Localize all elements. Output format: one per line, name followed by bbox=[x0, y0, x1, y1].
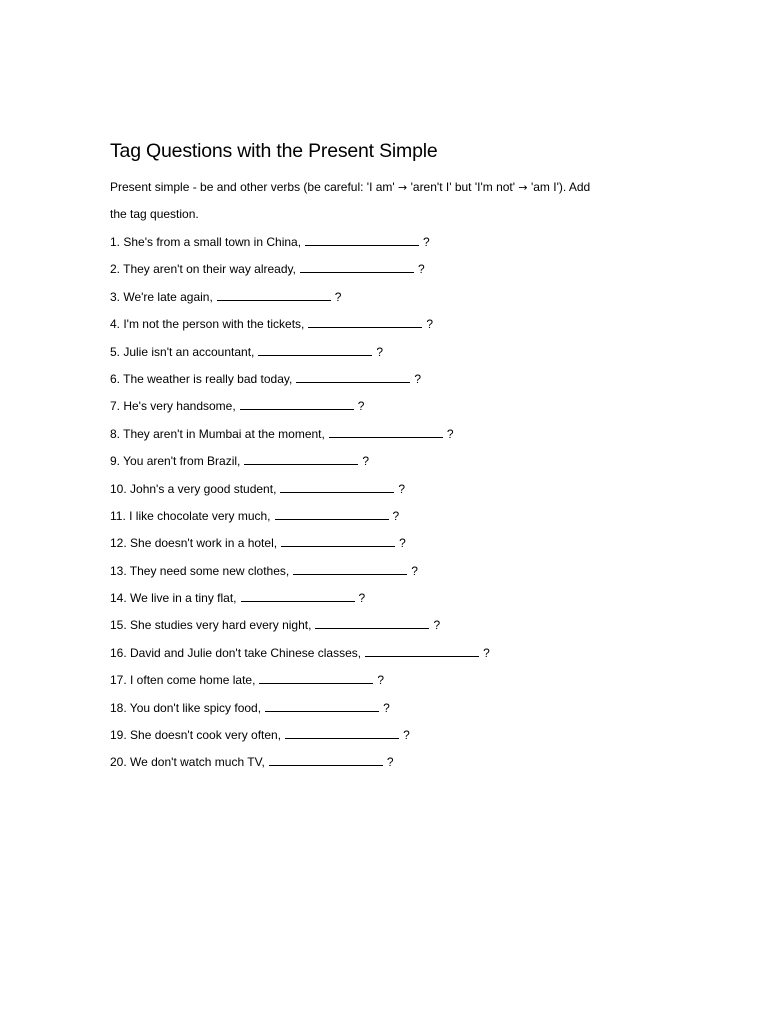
question-item bbox=[110, 672, 490, 699]
instructions-line-1 bbox=[110, 180, 670, 194]
question-mark: ? bbox=[362, 454, 370, 469]
answer-blank[interactable] bbox=[281, 535, 395, 547]
answer-blank[interactable] bbox=[285, 727, 399, 739]
question-item bbox=[110, 754, 490, 781]
answer-blank[interactable] bbox=[265, 700, 379, 712]
question-item bbox=[110, 344, 490, 371]
question-text: 10. John's a very good student, bbox=[110, 481, 277, 496]
question-item bbox=[110, 261, 490, 288]
page-title: Tag Questions with the Present Simple bbox=[110, 140, 438, 162]
answer-blank[interactable] bbox=[241, 590, 355, 602]
question-item bbox=[110, 316, 490, 343]
answer-blank[interactable] bbox=[300, 261, 414, 273]
question-item bbox=[110, 700, 490, 727]
question-mark: ? bbox=[398, 481, 406, 496]
question-mark: ? bbox=[357, 399, 365, 414]
question-text: 17. I often come home late, bbox=[110, 673, 256, 688]
question-text: 18. You don't like spicy food, bbox=[110, 700, 262, 715]
question-mark: ? bbox=[411, 563, 418, 578]
question-item bbox=[110, 481, 490, 508]
question-mark: ? bbox=[446, 426, 454, 441]
question-mark: ? bbox=[423, 235, 430, 249]
question-mark: ? bbox=[376, 344, 384, 359]
question-item bbox=[110, 289, 490, 316]
question-mark: ? bbox=[358, 591, 366, 606]
question-item bbox=[110, 535, 490, 562]
answer-blank[interactable] bbox=[315, 617, 429, 629]
answer-blank[interactable] bbox=[280, 481, 394, 493]
question-mark: ? bbox=[403, 728, 410, 743]
question-mark: ? bbox=[399, 536, 406, 551]
question-text: 20. We don't watch much TV, bbox=[110, 755, 265, 770]
question-item bbox=[110, 426, 490, 453]
answer-blank[interactable] bbox=[305, 234, 419, 246]
question-text: 14. We live in a tiny flat, bbox=[110, 591, 237, 606]
question-mark: ? bbox=[392, 508, 400, 523]
instructions-text-a: Present simple - be and other verbs (be careful: 'I am' bbox=[110, 180, 399, 194]
arrow-icon: → bbox=[398, 181, 408, 194]
question-mark: ? bbox=[433, 618, 441, 633]
question-mark: ? bbox=[386, 755, 394, 770]
question-item bbox=[110, 398, 490, 425]
question-item bbox=[110, 508, 490, 535]
question-text: 9. You aren't from Brazil, bbox=[110, 454, 241, 469]
question-text: 2. They aren't on their way already, bbox=[110, 262, 296, 277]
question-item bbox=[110, 590, 490, 617]
question-item bbox=[110, 371, 490, 398]
answer-blank[interactable] bbox=[293, 563, 407, 575]
question-text: 16. David and Julie don't take Chinese classes, bbox=[110, 645, 362, 660]
question-text: 13. They need some new clothes, bbox=[110, 563, 290, 578]
instructions-text-c: 'am I'). Add bbox=[527, 180, 591, 194]
question-text: 3. We're late again, bbox=[110, 289, 213, 304]
answer-blank[interactable] bbox=[296, 371, 410, 383]
answer-blank[interactable] bbox=[258, 344, 372, 356]
question-mark: ? bbox=[334, 289, 342, 304]
question-item bbox=[110, 727, 490, 754]
instructions-text-b: 'aren't I' but 'I'm not' bbox=[407, 180, 519, 194]
question-item bbox=[110, 234, 490, 261]
answer-blank[interactable] bbox=[244, 453, 358, 465]
question-item bbox=[110, 617, 490, 644]
question-text: 7. He's very handsome, bbox=[110, 399, 236, 414]
instructions-line-2: the tag question. bbox=[110, 207, 199, 221]
question-text: 4. I'm not the person with the tickets, bbox=[110, 317, 305, 332]
answer-blank[interactable] bbox=[365, 645, 479, 657]
question-text: 15. She studies very hard every night, bbox=[110, 618, 312, 633]
question-item bbox=[110, 453, 490, 480]
question-list bbox=[110, 234, 490, 782]
question-text: 6. The weather is really bad today, bbox=[110, 371, 293, 386]
question-item bbox=[110, 563, 490, 590]
answer-blank[interactable] bbox=[275, 508, 389, 520]
question-mark: ? bbox=[483, 645, 490, 660]
question-mark: ? bbox=[426, 317, 434, 332]
question-item bbox=[110, 645, 490, 672]
question-mark: ? bbox=[377, 673, 385, 688]
question-text: 12. She doesn't work in a hotel, bbox=[110, 536, 278, 551]
answer-blank[interactable] bbox=[240, 398, 354, 410]
answer-blank[interactable] bbox=[269, 754, 383, 766]
answer-blank[interactable] bbox=[259, 672, 373, 684]
answer-blank[interactable] bbox=[329, 426, 443, 438]
question-mark: ? bbox=[383, 700, 390, 715]
arrow-icon: → bbox=[518, 181, 528, 194]
answer-blank[interactable] bbox=[308, 316, 422, 328]
question-text: 8. They aren't in Mumbai at the moment, bbox=[110, 426, 325, 441]
question-text: 19. She doesn't cook very often, bbox=[110, 728, 282, 743]
answer-blank[interactable] bbox=[217, 289, 331, 301]
question-text: 5. Julie isn't an accountant, bbox=[110, 344, 255, 359]
question-text: 1. She's from a small town in China, bbox=[110, 235, 302, 249]
question-mark: ? bbox=[414, 371, 422, 386]
question-text: 11. I like chocolate very much, bbox=[110, 508, 271, 523]
question-mark: ? bbox=[417, 262, 425, 277]
